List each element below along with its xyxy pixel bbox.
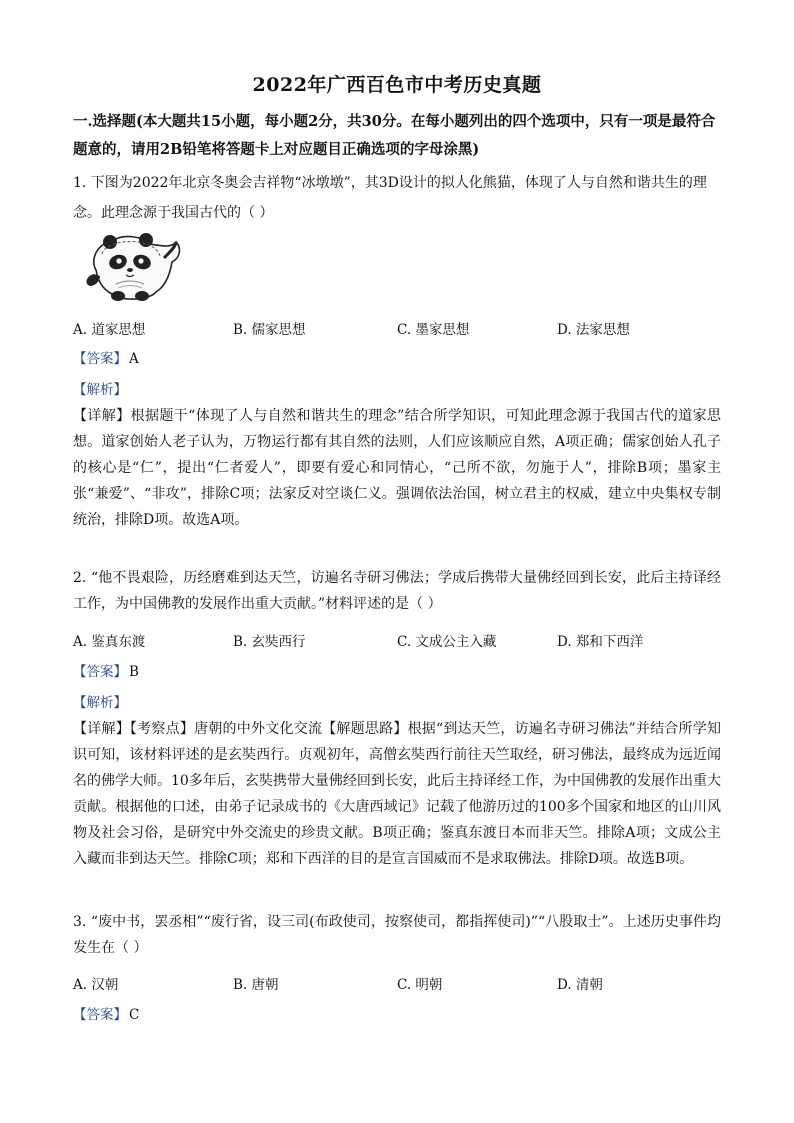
q3-answer-label: 【答案】 (73, 1007, 127, 1023)
q1-option-c: C. 墨家思想 (397, 322, 470, 338)
q1-option-b: B. 儒家思想 (233, 322, 306, 338)
q1-answer-value: A (129, 351, 139, 367)
q2-answer (73, 660, 139, 680)
q1-analysis-label: 【解析】 (73, 382, 127, 398)
q2-answer-label: 【答案】 (73, 664, 127, 680)
q3-answer (73, 1003, 139, 1023)
q2-option-b: B. 玄奘西行 (233, 634, 306, 650)
q1-detail: 【详解】根据题干“体现了人与自然和谐共生的理念”结合所学知识，可知此理念源于我国古代的道家思想。道家创始人老子认为，万物运行都有其自然的法则，人们应该顺应自然，A项正确；儒家创始人孔子的核心是“仁”，提出“仁者爱人”，即要有爱心和同情心，“己所不欲，勿施于人”，排除B项；墨家主张“兼爱”、“非攻”，排除C项；法家反对空谈仁义。强调依法治国，树立君主的权威，建立中央集权专制统治，排除D项。故选A项。 (73, 408, 721, 528)
q1-option-a: A. 道家思想 (73, 322, 146, 338)
q2-option-d: D. 郑和下西洋 (557, 634, 644, 650)
q3-answer-value: C (129, 1007, 140, 1023)
page-title: 2022年广西百色市中考历史真题 (252, 74, 542, 96)
q1-mascot-image (76, 230, 184, 306)
q1-answer (73, 347, 139, 367)
q2-option-a: A. 鉴真东渡 (73, 634, 146, 650)
q1-option-d: D. 法家思想 (557, 322, 630, 338)
q2-detail: 【详解】【考察点】唐朝的中外文化交流【解题思路】根据“到达天竺，访遍名寺研习佛法”并结合所学知识可知，该材料评述的是玄奘西行。贞观初年，高僧玄奘西行前往天竺取经，研习佛法，最终成为远近闻名的佛学大师。10多年后，玄奘携带大量佛经回到长安，此后主持译经工作，为中国佛教的发展作出重大贡献。根据他的口述，由弟子记录成书的《大唐西域记》记载了他游历过的100多个国家和地区的山川风物及社会习俗，是研究中外交流史的珍贵文献。B项正确；鉴真东渡日本而非天竺。排除A项；文成公主入藏而非到达天竺。排除C项；郑和下西洋的目的是宣言国威而不是求取佛法。排除D项。故选B项。 (73, 721, 721, 867)
q2-answer-value: B (129, 664, 139, 680)
q1-stem-line1: 1. 下图为2022年北京冬奥会吉祥物“冰墩墩”，其3D设计的拟人化熊猫，体现了人与自然和谐共生的理 (73, 175, 707, 191)
q3-option-a: A. 汉朝 (73, 977, 119, 993)
q3-option-d: D. 清朝 (557, 977, 603, 993)
q2-option-c: C. 文成公主入藏 (397, 634, 497, 650)
q2-analysis-label: 【解析】 (73, 695, 127, 711)
panda-mascot-icon (76, 230, 184, 306)
section-heading: 一.选择题(本大题共15小题，每小题2分，共30分。在每小题列出的四个选项中，只有一项是最符合题意的，请用2B铅笔将答题卡上对应题目正确选项的字母涂黑) (73, 113, 716, 158)
q3-stem: 3. “废中书，罢丞相”“废行省，设三司(布政使司，按察使司，都指挥使司)”“八股取士”。上述历史事件均发生在（ ） (73, 914, 721, 956)
q3-option-b: B. 唐朝 (233, 977, 279, 993)
q1-answer-label: 【答案】 (73, 351, 127, 367)
q1-stem-line2: 念。此理念源于我国古代的（ ） (73, 205, 274, 221)
q3-option-c: C. 明朝 (397, 977, 443, 993)
q2-stem: 2. “他不畏艰险，历经磨难到达天竺，访遍名寺研习佛法；学成后携带大量佛经回到长安，此后主持译经工作，为中国佛教的发展作出重大贡献。”材料评述的是（ ） (73, 570, 721, 612)
